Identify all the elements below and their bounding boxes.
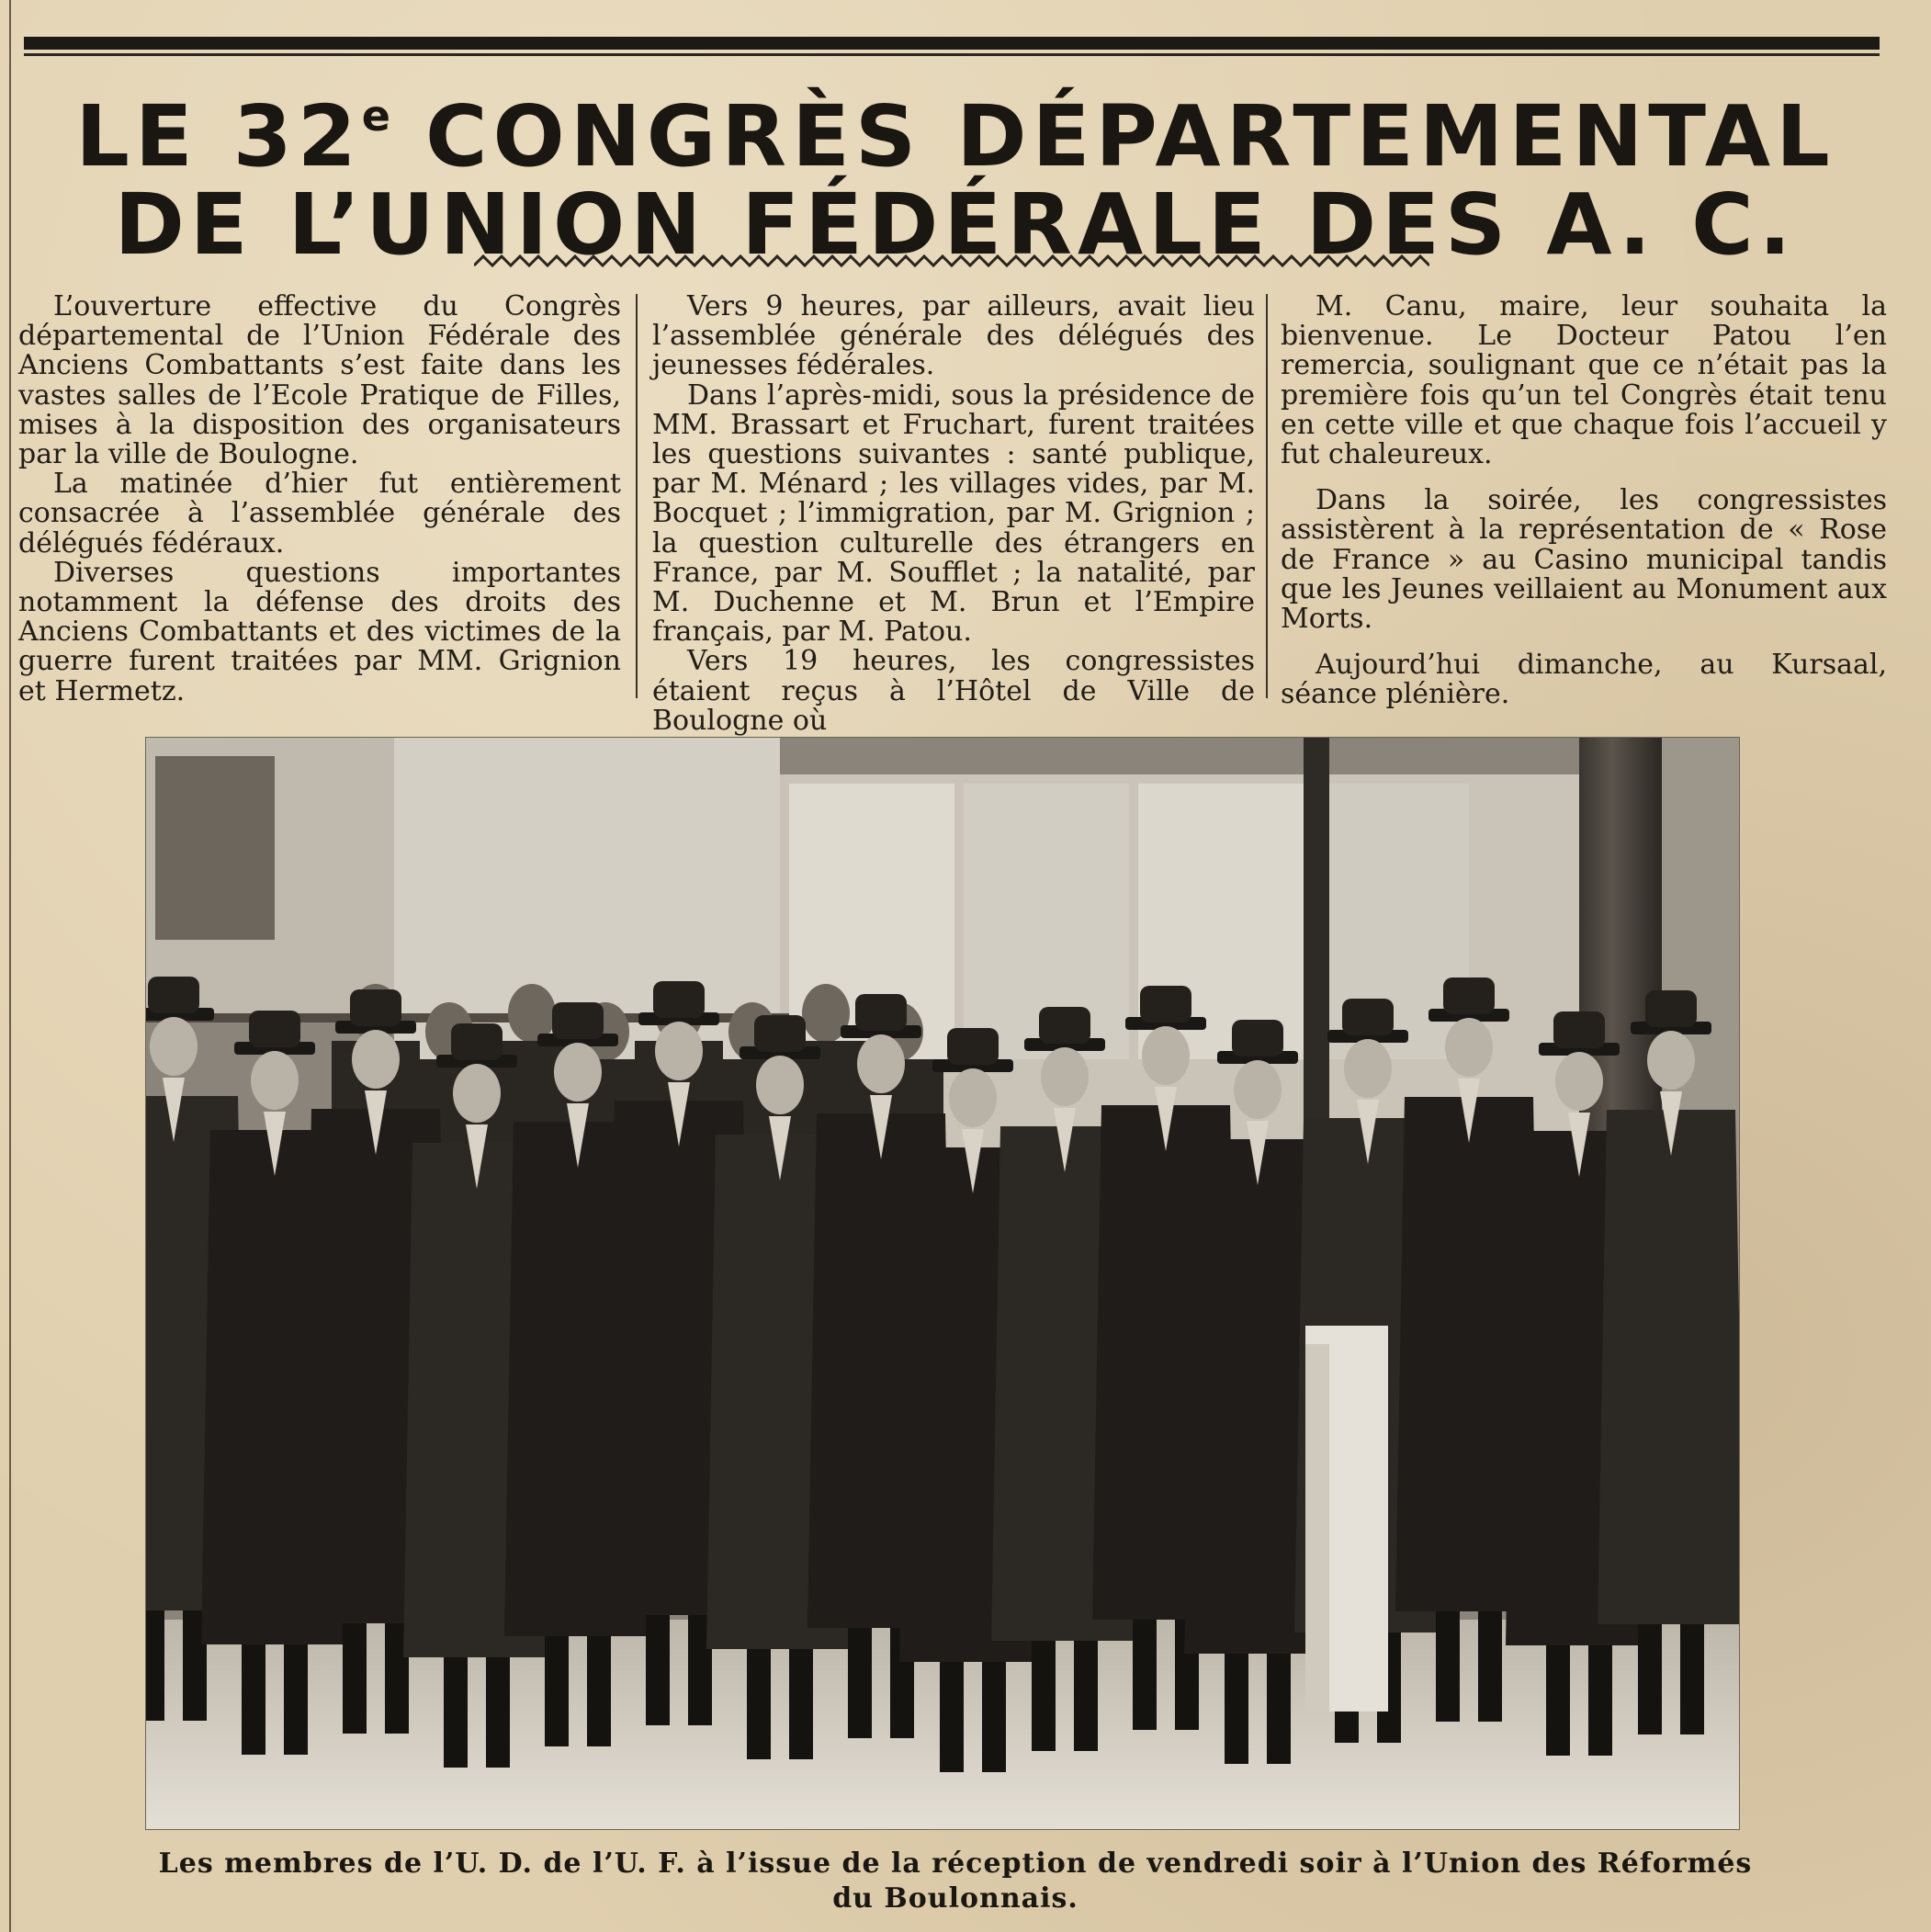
- face: [949, 1068, 997, 1127]
- caption-line: du Boulonnais.: [832, 1882, 1078, 1915]
- face: [1555, 1052, 1603, 1111]
- face: [1445, 1018, 1493, 1077]
- face: [1041, 1047, 1089, 1106]
- coat: [1598, 1110, 1739, 1624]
- face: [251, 1051, 299, 1110]
- paragraph: Vers 9 heures, par ailleurs, avait lieu l’assemblée générale des délégués des jeunesses fédérales.: [652, 290, 1255, 382]
- paragraph: La matinée d’hier fut entièrement consacrée à l’assemblée générale des délégués fédéraux.: [18, 468, 621, 559]
- headline: [55, 72, 1856, 274]
- column-divider-1: [636, 294, 638, 698]
- headline-part: CONGRÈS DÉPARTEMENTAL: [390, 87, 1835, 186]
- paragraph: Aujourd’hui dimanche, au Kursaal, séance plénière.: [1281, 649, 1887, 711]
- photo-caption: [92, 1847, 1819, 1916]
- article-column-2: [652, 292, 1255, 736]
- headline-line-2: DE L’UNION FÉDÉRALE DES A. C.: [114, 175, 1797, 274]
- face: [150, 1017, 198, 1076]
- photo-illustration: [146, 738, 1739, 1829]
- headline-line-1: [55, 72, 1856, 186]
- face: [554, 1043, 602, 1102]
- headline-part: LE 32: [75, 87, 362, 186]
- paragraph: Dans la soirée, les congressistes assistèrent à la représentation de « Rose de France » au Casino municipal tandis que les Jeunes veillaient au Monument aux Morts.: [1281, 484, 1887, 636]
- paragraph: Dans l’après-midi, sous la présidence de MM. Brassart et Fruchart, furent traitées les questions suivantes : santé publique, par M. Ménard ; les villages vides, par M. Bocquet ; l’immigration, par M. Grignion ; la question culturelle des étrangers en France, par M. Soufflet ; la natalité, par M. Duchenne et M. Brun et l’Empire français, par M. Patou.: [652, 378, 1255, 649]
- face: [1647, 1031, 1695, 1090]
- face: [1344, 1039, 1392, 1098]
- face: [857, 1034, 905, 1093]
- headline-superscript: e: [361, 91, 390, 141]
- top-rule-thick: [24, 37, 1880, 50]
- column-divider-2: [1266, 294, 1268, 698]
- face: [352, 1030, 400, 1089]
- page-edge-line: [9, 0, 11, 1932]
- paragraph: Diverses questions importantes notamment la défense des droits des Anciens Combattants et des victimes de la guerre furent traitées par MM. Grignion et Hermetz.: [18, 556, 621, 707]
- article-column-3: [1281, 292, 1887, 710]
- group-photograph: [145, 737, 1740, 1830]
- face: [1234, 1060, 1282, 1119]
- face: [1142, 1026, 1190, 1085]
- paragraph: L’ouverture effective du Congrès départemental de l’Union Fédérale des Anciens Combattants s’est faite dans les vastes salles de l’Ecole Pratique de Filles, mises à la disposition des organisateurs par la ville de Boulogne.: [18, 290, 621, 471]
- face: [655, 1022, 703, 1080]
- paragraph: Vers 19 heures, les congressistes étaient reçus à l’Hôtel de Ville de Boulogne où: [652, 645, 1255, 737]
- caption-line: Les membres de l’U. D. de l’U. F. à l’issue de la réception de vendredi soir à l’Union des Réformés: [158, 1847, 1753, 1880]
- top-rule-thin: [24, 53, 1880, 56]
- article-column-1: [18, 292, 621, 706]
- face: [453, 1064, 501, 1123]
- face: [756, 1056, 804, 1114]
- paragraph: M. Canu, maire, leur souhaita la bienvenue. Le Docteur Patou l’en remercia, soulignant que ce n’était pas la première fois qu’un tel Congrès était tenu en cette ville et que chaque fois l’accueil y fut chaleureux.: [1281, 290, 1887, 471]
- ornament-divider: [474, 254, 1429, 268]
